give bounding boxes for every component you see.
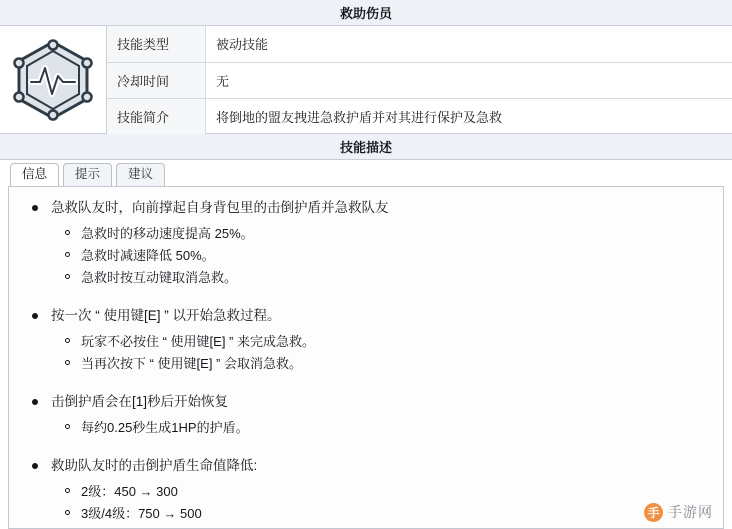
skill-type-value: 被动技能 <box>206 26 732 62</box>
sub-list-item: 3级/4级：750 → 500 <box>81 503 709 524</box>
list-item <box>49 197 709 288</box>
tab-tips[interactable]: 提示 <box>63 163 112 186</box>
watermark <box>644 502 713 522</box>
list-item-main: 救助队友时的击倒护盾生命值降低: <box>49 455 709 477</box>
list-item-main: 击倒护盾会在[1]秒后开始恢复 <box>49 391 709 413</box>
sub-list <box>49 223 709 288</box>
hexagon-heartbeat-icon <box>11 38 95 122</box>
description-header-text: 技能描述 <box>340 137 392 156</box>
skill-attribute-table <box>107 26 732 134</box>
description-panel <box>8 186 724 529</box>
cooldown-value: 无 <box>206 62 732 98</box>
sub-list <box>49 481 709 524</box>
sub-list-item: 急救时减速降低 50%。 <box>81 245 709 266</box>
sub-list-item: 每约0.25秒生成1HP的护盾。 <box>81 417 709 438</box>
table-row <box>107 62 732 98</box>
list-item <box>49 391 709 438</box>
description-header <box>0 134 732 160</box>
sub-list-item: 2级：450 → 300 <box>81 481 709 502</box>
list-item <box>49 305 709 374</box>
watermark-text: 手游网 <box>668 502 713 522</box>
watermark-badge-icon: 手 <box>644 503 663 522</box>
sub-list-item: 玩家不必按住 “ 使用键[E] ” 来完成急救。 <box>81 331 709 352</box>
sub-list <box>49 417 709 438</box>
tab-bar <box>0 160 732 186</box>
skill-icon-cell <box>0 26 107 133</box>
list-item-main: 急救队友时，向前撑起自身背包里的击倒护盾并急救队友 <box>49 197 709 219</box>
skill-type-label: 技能类型 <box>107 26 206 62</box>
page-title <box>0 0 732 26</box>
cooldown-label: 冷却时间 <box>107 62 206 98</box>
sub-list <box>49 331 709 374</box>
table-row <box>107 98 732 134</box>
tab-info[interactable]: 信息 <box>10 163 59 186</box>
list-item-main: 按一次 “ 使用键[E] ” 以开始急救过程。 <box>49 305 709 327</box>
sub-list-item: 急救时的移动速度提高 25%。 <box>81 223 709 244</box>
list-item <box>49 455 709 524</box>
tab-suggestions[interactable]: 建议 <box>116 163 165 186</box>
skill-info-block <box>0 26 732 134</box>
table-row <box>107 26 732 62</box>
page-title-text: 救助伤员 <box>340 3 392 22</box>
skill-summary-value: 将倒地的盟友拽进急救护盾并对其进行保护及急救 <box>206 98 732 134</box>
description-list <box>23 197 709 524</box>
skill-summary-label: 技能简介 <box>107 98 206 134</box>
sub-list-item: 急救时按互动键取消急救。 <box>81 267 709 288</box>
sub-list-item: 当再次按下 “ 使用键[E] ” 会取消急救。 <box>81 353 709 374</box>
